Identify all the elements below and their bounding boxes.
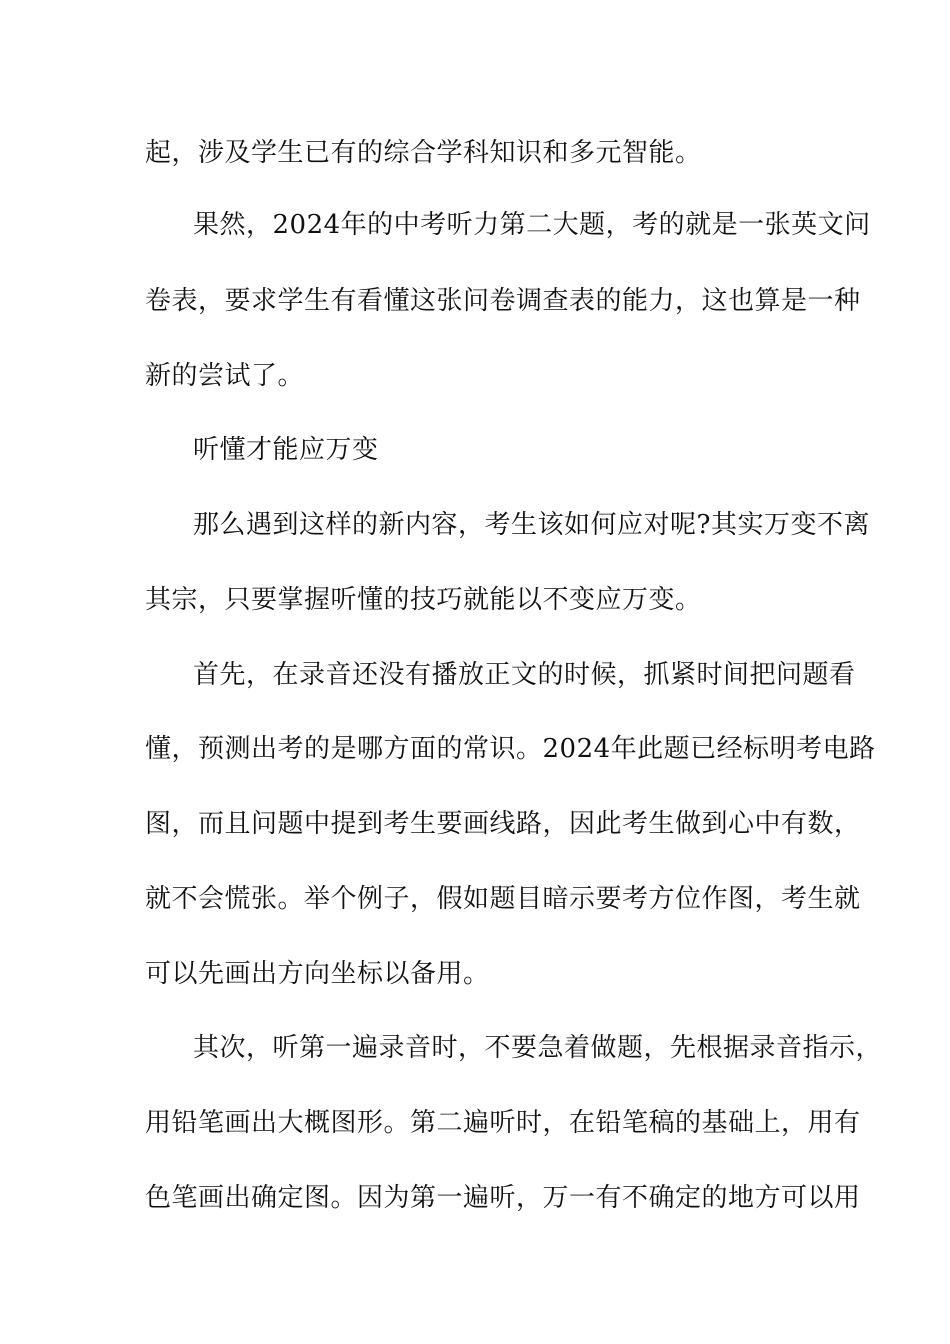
paragraph-line-13: 其次，听第一遍录音时，不要急着做题，先根据录音指示，	[193, 1033, 883, 1063]
text-line-7: 其宗，只要掌握听懂的技巧就能以不变应万变。	[145, 585, 702, 615]
text-line-4: 新的尝试了。	[145, 361, 305, 391]
text-line-11: 就不会慌张。举个例子，假如题目暗示要考方位作图，考生就	[145, 884, 861, 914]
text-line-3: 卷表，要求学生有看懂这张问卷调查表的能力，这也算是一种	[145, 286, 861, 316]
text-line-14: 用铅笔画出大概图形。第二遍听时，在铅笔稿的基础上，用有	[145, 1108, 861, 1138]
paragraph-line-8: 首先，在录音还没有播放正文的时候，抓紧时间把问题看	[193, 660, 856, 690]
text-line-15: 色笔画出确定图。因为第一遍听，万一有不确定的地方可以用	[145, 1183, 861, 1213]
text-line-9: 懂，预测出考的是哪方面的常识。2024年此题已经标明考电路	[145, 734, 876, 764]
text-line-10: 图，而且问题中提到考生要画线路，因此考生做到心中有数，	[145, 809, 861, 839]
section-heading: 听懂才能应万变	[193, 435, 379, 465]
text-line-1: 起，涉及学生已有的综合学科知识和多元智能。	[145, 138, 702, 168]
paragraph-line-2: 果然，2024年的中考听力第二大题，考的就是一张英文问	[193, 210, 871, 240]
paragraph-line-6: 那么遇到这样的新内容，考生该如何应对呢?其实万变不离	[193, 510, 870, 540]
text-line-12: 可以先画出方向坐标以备用。	[145, 959, 490, 989]
